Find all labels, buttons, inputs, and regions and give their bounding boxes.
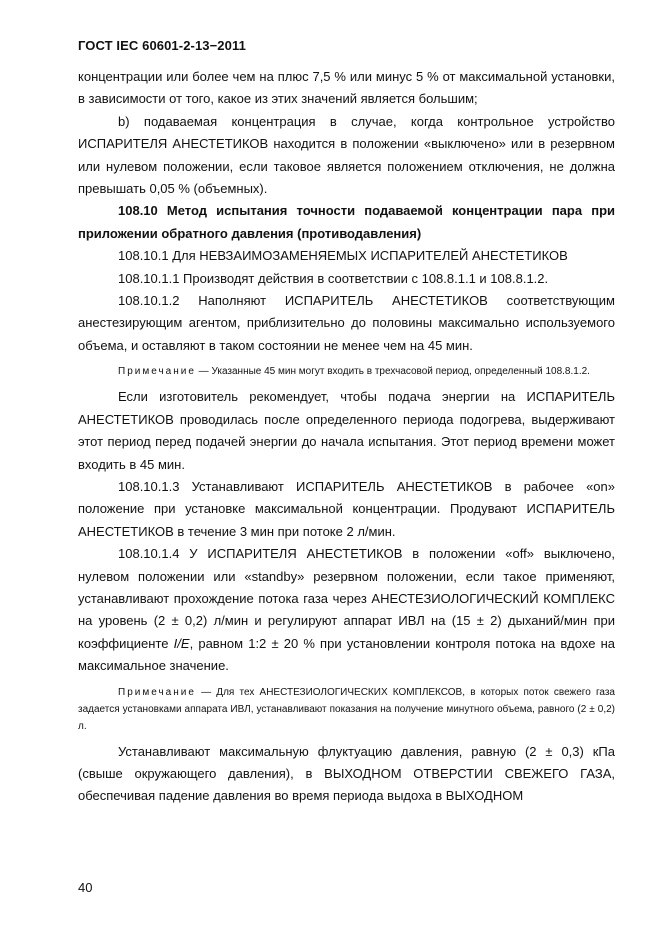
note-1	[78, 363, 615, 380]
paragraph-108-10-1-2: 108.10.1.2 Наполняют ИСПАРИТЕЛЬ АНЕСТЕТИКОВ соответствующим анестезирующим агентом, приблизительно до половины максимально используемого объема, и оставляют в таком состоянии не менее чем на 45 мин.	[78, 293, 615, 353]
document-header: ГОСТ IEC 60601-2-13−2011	[78, 38, 246, 53]
paragraph-108-10-1: 108.10.1 Для НЕВЗАИМОЗАМЕНЯЕМЫХ ИСПАРИТЕЛЕЙ АНЕСТЕТИКОВ	[118, 248, 568, 264]
paragraph-manufacturer: Если изготовитель рекомендует, чтобы подача энергии на ИСПАРИТЕЛЬ АНЕСТЕТИКОВ проводилась после определенного периода подогрева, выдерживают этот период перед подачей энергии до начала испытания. Этот период времени может входить в 45 мин.	[78, 389, 615, 472]
note-2	[78, 684, 615, 735]
paragraph-pressure-fluctuation: Устанавливают максимальную флуктуацию давления, равную (2 ± 0,3) кПа (свыше окружающего давления), в ВЫХОДНОМ ОТВЕРСТИИ СВЕЖЕГО ГАЗА, обеспечивая падение давления во время периода выдоха в ВЫХОДНОМ	[78, 743, 615, 804]
paragraph-108-10-1-4	[78, 543, 615, 677]
paragraph-108-10-1-4-part-a: 108.10.1.4 У ИСПАРИТЕЛЯ АНЕСТЕТИКОВ в положении «off» выключено, нулевом положении или «standby» резервном положении, если такое применяют, устанавливают прохождение потока газа через АНЕСТЕЗИОЛОГИЧЕСКИЙ КОМПЛЕКС на уровень (2 ± 0,2) л/мин и регулируют аппарат ИВЛ на (15 ± 2) дыханий/мин при коэффициенте	[78, 546, 615, 651]
ie-ratio-italic: I/E	[173, 635, 190, 651]
section-heading-108-10: 108.10 Метод испытания точности подаваемой концентрации пара при приложении обратного давления (противодавления)	[78, 203, 615, 241]
note-1-text: — Указанные 45 мин могут входить в трехчасовой период, определенный 108.8.1.2.	[195, 366, 590, 378]
paragraph-108-10-1-1: 108.10.1.1 Производят действия в соответствии с 108.8.1.1 и 108.8.1.2.	[118, 270, 549, 286]
paragraph-item-b: b) подаваемая концентрация в случае, когда контрольное устройство ИСПАРИТЕЛЯ АНЕСТЕТИКОВ находится в положении «выключено» или в резервном или нулевом положении, если таковое является положением отключения, не должна превышать 0,05 % (объемных).	[78, 113, 615, 197]
page-body	[78, 66, 615, 808]
paragraph-108-10-1-3: 108.10.1.3 Устанавливают ИСПАРИТЕЛЬ АНЕСТЕТИКОВ в рабочее «on» положение при установке максимальной концентрации. Продувают ИСПАРИТЕЛЬ АНЕСТЕТИКОВ в течение 3 мин при потоке 2 л/мин.	[78, 478, 615, 539]
paragraph-108-10-1-4-part-b: , равном 1:2 ± 20 % при установлении контроля потока на вдохе на максимальное значение.	[78, 635, 616, 674]
note-2-label: Примечание	[118, 686, 196, 698]
note-2-text: — Для тех АНЕСТЕЗИОЛОГИЧЕСКИХ КОМПЛЕКСОВ, в которых поток свежего газа задается установками аппарата ИВЛ, устанавливают показания на получение минутного объема, равного (2 ± 0,2) л.	[78, 686, 615, 732]
page-number: 40	[78, 880, 93, 895]
paragraph-continuation: концентрации или более чем на плюс 7,5 % или минус 5 % от максимальной установки, в зависимости от того, какое из этих значений является большим;	[78, 69, 615, 107]
note-1-label: Примечание	[118, 366, 196, 378]
